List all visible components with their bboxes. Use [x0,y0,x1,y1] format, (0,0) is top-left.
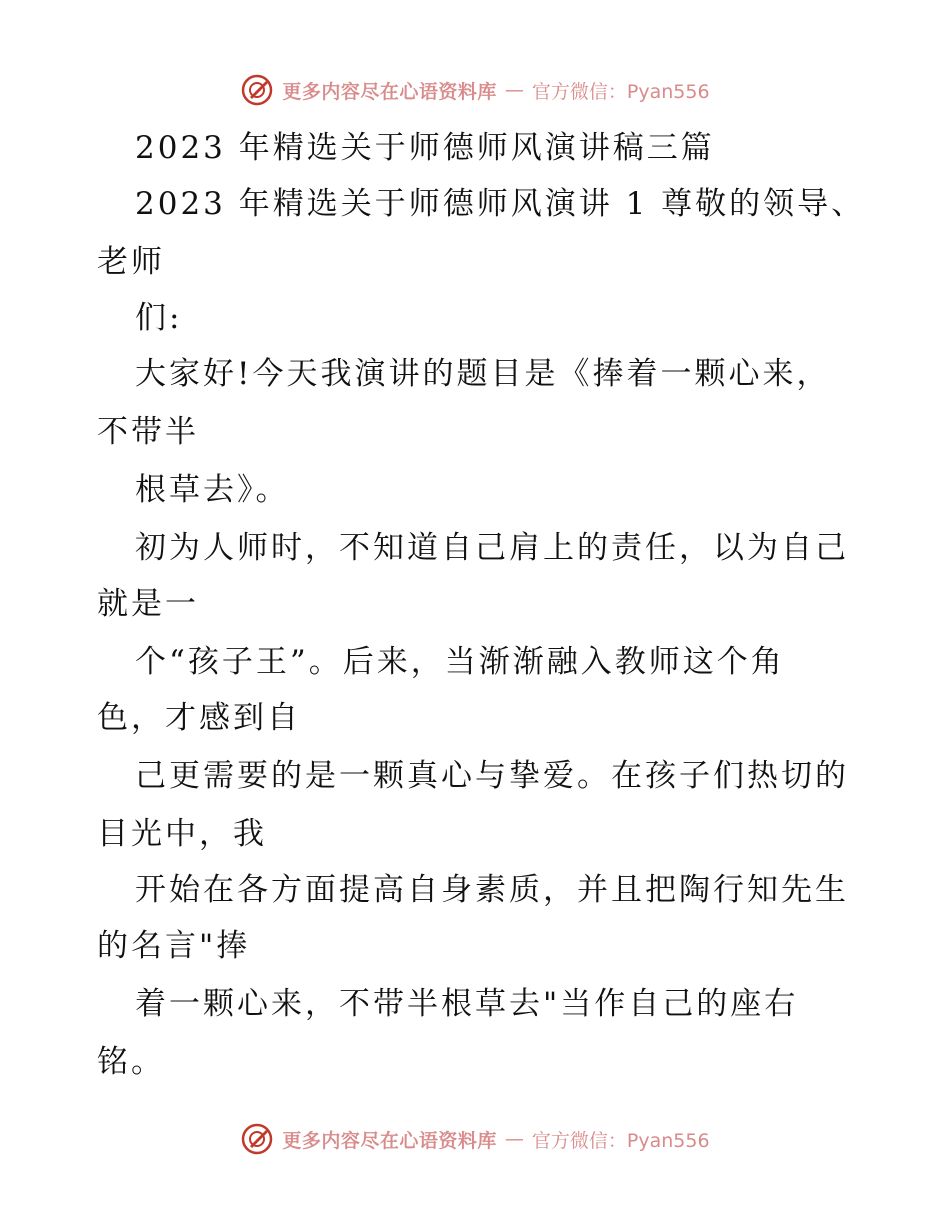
text-line: 目光中，我 [97,816,267,852]
watermark-wechat: 官方微信：Pyan556 [531,1129,710,1152]
text-line: 开始在各方面提高自身素质，并且把陶行知先生 [135,872,849,908]
text-line: 铭。 [97,1044,165,1080]
text-line: 就是一 [97,586,199,622]
watermark-brand: 更多内容尽在心语资料库 [282,80,497,103]
text-line: 色，才感到自 [97,700,301,736]
text-line: 大家好!今天我演讲的题目是《捧着一颗心来， [135,356,831,392]
text-line: 的名言"捧 [97,928,251,964]
logo-icon [240,73,274,107]
watermark-wechat: 官方微信：Pyan556 [531,80,710,103]
text-line: 2023 年精选关于师德师风演讲 1 尊敬的领导、 [135,186,866,222]
text-line: 个“孩子王”。后来，当渐渐融入教师这个角 [135,644,785,680]
text-line: 初为人师时，不知道自己肩上的责任，以为自己 [135,530,849,566]
text-line: 不带半 [97,414,199,450]
footer-watermark [0,1119,950,1159]
header-watermark [0,70,950,110]
text-line: 根草去》。 [135,472,290,508]
text-line: 老师 [97,244,165,280]
watermark-separator: — [504,79,524,101]
text-line: 们: [135,300,183,336]
text-line: 己更需要的是一颗真心与挚爱。在孩子们热切的 [135,758,849,794]
document-title: 2023 年精选关于师德师风演讲稿三篇 [135,130,715,166]
logo-icon [240,1122,274,1156]
watermark-separator: — [504,1128,524,1150]
watermark-brand: 更多内容尽在心语资料库 [282,1129,497,1152]
text-line: 着一颗心来，不带半根草去"当作自己的座右 [135,986,799,1022]
